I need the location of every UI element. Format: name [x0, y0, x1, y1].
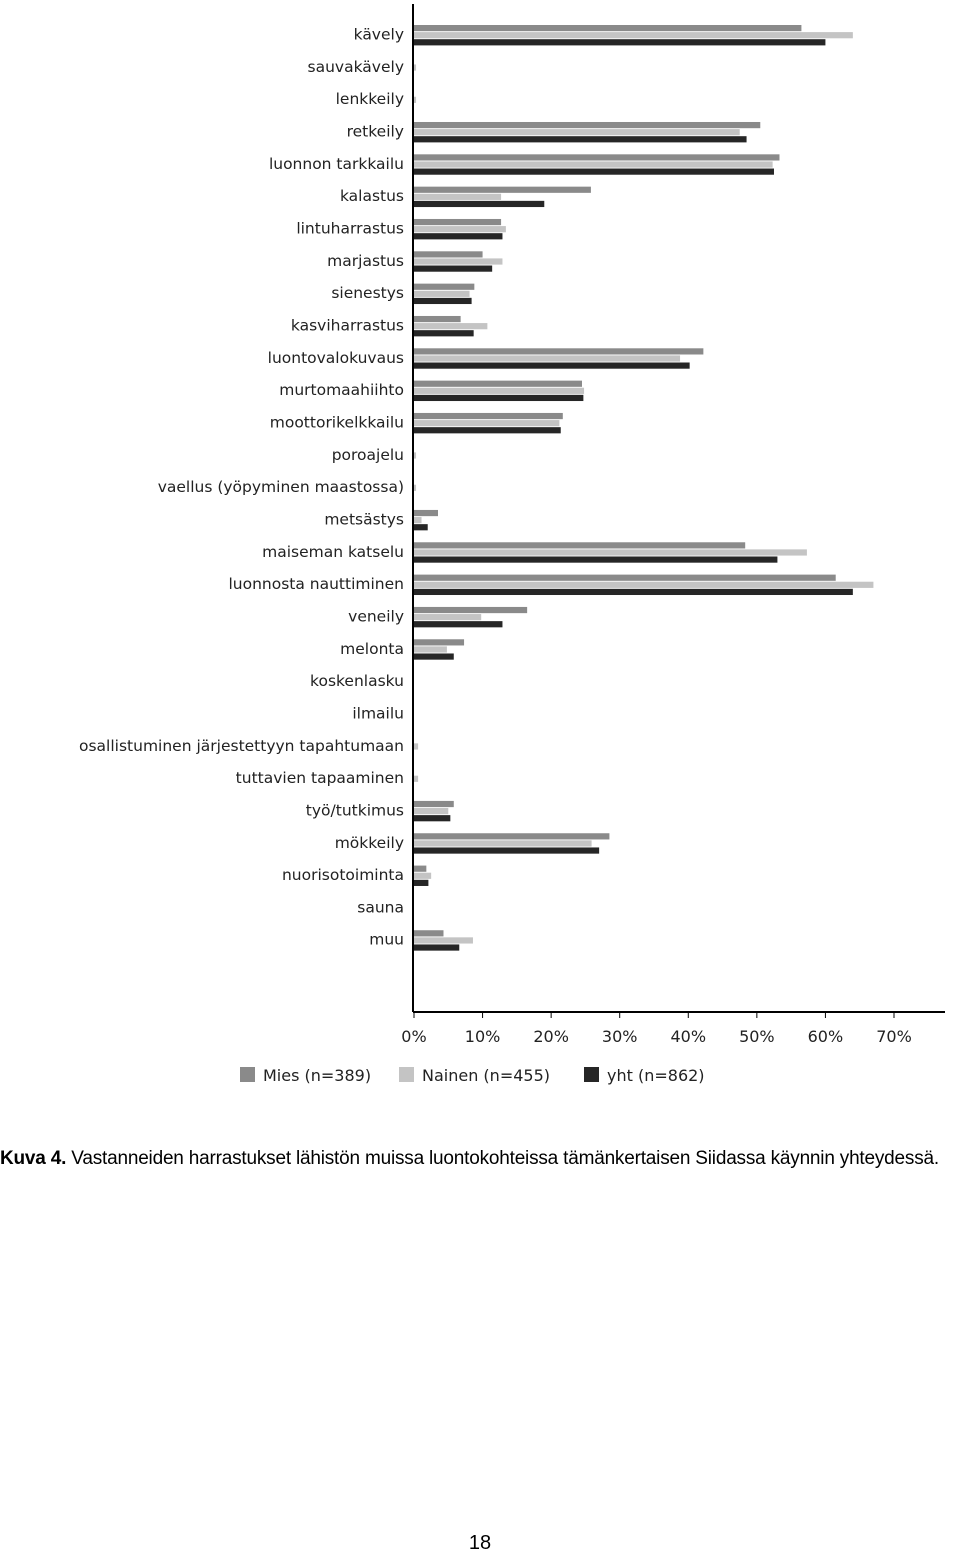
bar-kasviharrastus-series-3	[414, 330, 474, 336]
bar-lenkkeily-series-2	[414, 97, 416, 103]
bar-nuorisotoiminta-series-3	[414, 880, 428, 886]
bar-sienestys-series-1	[414, 284, 474, 290]
category-label-koskenlasku: koskenlasku	[310, 672, 404, 691]
bar-moottorikelkkailu-series-1	[414, 413, 563, 419]
bar-luontovalokuvaus-series-3	[414, 363, 690, 369]
bar-kalastus-series-1	[414, 187, 591, 193]
category-label-marjastus: marjastus	[327, 251, 404, 270]
bar-luonnon-tarkkailu-series-1	[414, 154, 779, 160]
bar-melonta-series-3	[414, 653, 454, 659]
bar-melonta-series-1	[414, 639, 464, 645]
category-label-murtomaahiihto: murtomaahiihto	[279, 381, 404, 400]
bar-maiseman-katselu-series-1	[414, 542, 745, 548]
bar-nuorisotoiminta-series-1	[414, 866, 426, 872]
bar-marjastus-series-3	[414, 266, 492, 272]
bar-retkeily-series-2	[414, 129, 740, 135]
category-label-luonnon-tarkkailu: luonnon tarkkailu	[268, 154, 404, 173]
bar-poroajelu-series-2	[414, 452, 416, 458]
bar-metsästys-series-3	[414, 524, 428, 530]
bar-mökkeily-series-1	[414, 833, 609, 839]
bar-lintuharrastus-series-3	[414, 233, 502, 239]
caption-label: Kuva 4.	[0, 1148, 67, 1169]
bars	[414, 25, 873, 951]
bar-metsästys-series-2	[414, 517, 422, 523]
bar-luonnon-tarkkailu-series-2	[414, 161, 773, 167]
figure-caption	[0, 1146, 960, 1172]
bar-luonnon-tarkkailu-series-3	[414, 169, 774, 175]
bar-osallistuminen-järjestettyyn-tapahtumaan-series-2	[414, 743, 418, 749]
x-axis-ticks	[401, 1012, 911, 1046]
bar-veneily-series-1	[414, 607, 527, 613]
legend-swatch-3	[584, 1067, 599, 1082]
category-labels	[79, 26, 404, 949]
category-label-ilmailu: ilmailu	[352, 704, 404, 723]
bar-murtomaahiihto-series-1	[414, 381, 582, 387]
category-label-nuorisotoiminta: nuorisotoiminta	[281, 866, 404, 885]
bar-työ-tutkimus-series-3	[414, 815, 450, 821]
category-label-mökkeily: mökkeily	[334, 833, 404, 852]
bar-kasviharrastus-series-1	[414, 316, 461, 322]
bar-tuttavien-tapaaminen-series-2	[414, 776, 418, 782]
bar-luonnosta-nauttiminen-series-2	[414, 582, 873, 588]
category-label-maiseman-katselu: maiseman katselu	[262, 542, 404, 561]
bar-luontovalokuvaus-series-2	[414, 355, 680, 361]
legend-swatch-1	[240, 1067, 255, 1082]
bar-kävely-series-1	[414, 25, 801, 31]
bar-muu-series-1	[414, 930, 443, 936]
x-tick-label: 60%	[807, 1027, 844, 1046]
category-label-veneily: veneily	[348, 607, 404, 626]
legend-label-3: yht (n=862)	[607, 1066, 705, 1085]
category-label-luontovalokuvaus: luontovalokuvaus	[267, 348, 404, 367]
bar-murtomaahiihto-series-2	[414, 388, 584, 394]
bar-lintuharrastus-series-1	[414, 219, 501, 225]
bar-retkeily-series-1	[414, 122, 760, 128]
category-label-sauvakävely: sauvakävely	[307, 57, 404, 76]
bar-vaellus-yöpyminen-maastossa-series-2	[414, 485, 416, 491]
category-label-luonnosta-nauttiminen: luonnosta nauttiminen	[228, 575, 404, 594]
legend	[240, 1066, 705, 1085]
category-label-kalastus: kalastus	[339, 187, 404, 206]
bar-kalastus-series-3	[414, 201, 544, 207]
bar-sienestys-series-2	[414, 291, 470, 297]
page-number	[0, 1532, 960, 1555]
category-label-moottorikelkkailu: moottorikelkkailu	[269, 413, 404, 432]
category-label-poroajelu: poroajelu	[331, 445, 404, 464]
caption-text: Vastanneiden harrastukset lähistön muissa luontokohteissa tämänkertaisen Siidassa käynnin yhteydessä.	[71, 1148, 939, 1169]
bar-kasviharrastus-series-2	[414, 323, 487, 329]
x-tick-label: 20%	[533, 1027, 569, 1046]
bar-kalastus-series-2	[414, 194, 501, 200]
category-label-työ-tutkimus: työ/tutkimus	[305, 801, 404, 820]
bar-lintuharrastus-series-2	[414, 226, 506, 232]
x-tick-label: 70%	[876, 1027, 912, 1046]
bar-moottorikelkkailu-series-3	[414, 427, 561, 433]
category-label-lintuharrastus: lintuharrastus	[296, 219, 404, 238]
bar-veneily-series-2	[414, 614, 481, 620]
category-label-retkeily: retkeily	[346, 122, 404, 141]
bar-luonnosta-nauttiminen-series-1	[414, 575, 836, 581]
bar-luontovalokuvaus-series-1	[414, 348, 703, 354]
bar-murtomaahiihto-series-3	[414, 395, 583, 401]
category-label-vaellus-yöpyminen-maastossa: vaellus (yöpyminen maastossa)	[157, 478, 404, 497]
category-label-muu: muu	[369, 930, 404, 949]
bar-marjastus-series-2	[414, 258, 502, 264]
x-tick-label: 0%	[401, 1027, 427, 1046]
bar-melonta-series-2	[414, 646, 447, 652]
category-label-metsästys: metsästys	[324, 510, 404, 529]
bar-sienestys-series-3	[414, 298, 472, 304]
legend-label-2: Nainen (n=455)	[422, 1066, 550, 1085]
category-label-melonta: melonta	[340, 639, 404, 658]
bar-mökkeily-series-2	[414, 840, 592, 846]
category-label-lenkkeily: lenkkeily	[335, 90, 404, 109]
category-label-sauna: sauna	[357, 898, 404, 917]
bar-luonnosta-nauttiminen-series-3	[414, 589, 853, 595]
bar-työ-tutkimus-series-1	[414, 801, 454, 807]
page-number-text: 18	[468, 1532, 492, 1554]
category-label-kävely: kävely	[353, 25, 404, 44]
bar-muu-series-2	[414, 937, 473, 943]
bar-muu-series-3	[414, 944, 459, 950]
category-label-sienestys: sienestys	[331, 284, 404, 303]
bar-moottorikelkkailu-series-2	[414, 420, 559, 426]
bar-maiseman-katselu-series-3	[414, 556, 777, 562]
legend-swatch-2	[399, 1067, 414, 1082]
x-tick-label: 30%	[601, 1027, 638, 1046]
category-label-tuttavien-tapaaminen: tuttavien tapaaminen	[235, 769, 404, 788]
bar-marjastus-series-1	[414, 251, 483, 257]
bar-kävely-series-3	[414, 39, 825, 45]
bar-työ-tutkimus-series-2	[414, 808, 448, 814]
bar-maiseman-katselu-series-2	[414, 549, 807, 555]
x-tick-label: 40%	[670, 1027, 707, 1046]
x-tick-label: 10%	[464, 1027, 501, 1046]
legend-label-1: Mies (n=389)	[263, 1066, 372, 1085]
bar-nuorisotoiminta-series-2	[414, 873, 431, 879]
bar-veneily-series-3	[414, 621, 502, 627]
bar-metsästys-series-1	[414, 510, 438, 516]
category-label-osallistuminen-järjestettyyn-tapahtumaan: osallistuminen järjestettyyn tapahtumaan	[79, 736, 404, 755]
x-tick-label: 50%	[739, 1027, 775, 1046]
bar-mökkeily-series-3	[414, 847, 599, 853]
bar-kävely-series-2	[414, 32, 853, 38]
bar-retkeily-series-3	[414, 136, 747, 142]
bar-sauvakävely-series-2	[414, 64, 416, 70]
category-label-kasviharrastus: kasviharrastus	[290, 316, 404, 335]
